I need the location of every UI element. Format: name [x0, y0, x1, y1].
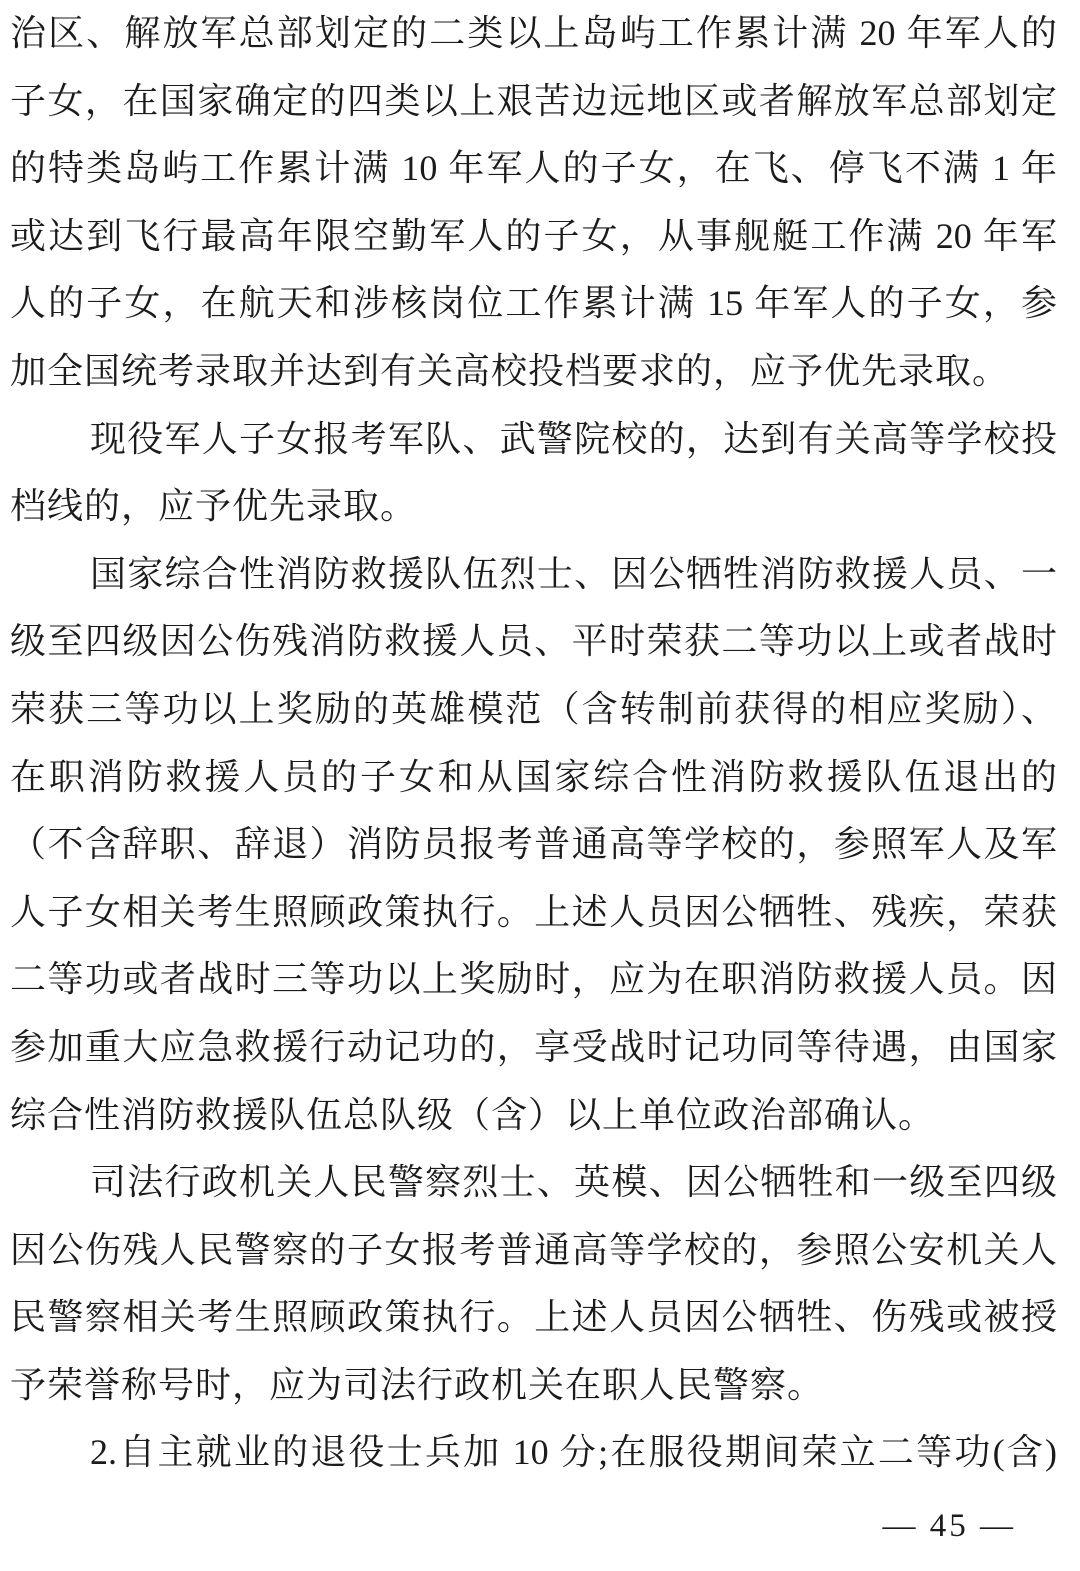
- text-line: 人子女相关考生照顾政策执行。上述人员因公牺牲、残疾，荣获: [10, 891, 1057, 932]
- text-line-paragraph-start: 2.自主就业的退役士兵加 10 分;在服役期间荣立二等功(含): [90, 1432, 1057, 1473]
- text-line-paragraph-end: 加全国统考录取并达到有关高校投档要求的，应予优先录取。: [10, 350, 1010, 391]
- text-line-paragraph-end: 综合性消防救援队伍总队级（含）以上单位政治部确认。: [10, 1094, 936, 1135]
- document-body: [10, 0, 1057, 1487]
- text-line: 或达到飞行最高年限空勤军人的子女，从事舰艇工作满 20 年军: [10, 215, 1057, 256]
- text-line: 在职消防救援人员的子女和从国家综合性消防救援队伍退出的: [10, 756, 1057, 797]
- text-line: （不含辞职、辞退）消防员报考普通高等学校的，参照军人及军: [10, 824, 1057, 865]
- text-line: 治区、解放军总部划定的二类以上岛屿工作累计满 20 年军人的: [10, 13, 1057, 53]
- text-line: 的特类岛屿工作累计满 10 年军人的子女，在飞、停飞不满 1 年: [10, 148, 1057, 189]
- text-line: 人的子女，在航天和涉核岗位工作累计满 15 年军人的子女，参: [10, 283, 1057, 324]
- text-line: 二等功或者战时三等功以上奖励时，应为在职消防救援人员。因: [10, 959, 1057, 1000]
- text-line: 荣获三等功以上奖励的英雄模范（含转制前获得的相应奖励）、: [10, 688, 1057, 729]
- text-line: 因公伤残人民警察的子女报考普通高等学校的，参照公安机关人: [10, 1229, 1057, 1270]
- text-line-paragraph-end: 档线的，应予优先录取。: [10, 486, 418, 527]
- text-line: 民警察相关考生照顾政策执行。上述人员因公牺牲、伤残或被授: [10, 1297, 1057, 1338]
- text-line: 参加重大应急救援行动记功的，享受战时记功同等待遇，由国家: [10, 1026, 1057, 1067]
- text-line-paragraph-start: 司法行政机关人民警察烈士、英模、因公牺牲和一级至四级: [90, 1162, 1057, 1203]
- text-line-paragraph-start: 现役军人子女报考军队、武警院校的，达到有关高等学校投: [90, 418, 1057, 459]
- text-line: 级至四级因公伤残消防救援人员、平时荣获二等功以上或者战时: [10, 621, 1057, 662]
- text-line-paragraph-end: 予荣誉称号时，应为司法行政机关在职人民警察。: [10, 1364, 825, 1405]
- page-number: — 45 —: [882, 1508, 1016, 1544]
- text-line: 子女，在国家确定的四类以上艰苦边远地区或者解放军总部划定: [10, 80, 1057, 121]
- text-line-paragraph-start: 国家综合性消防救援队伍烈士、因公牺牲消防救援人员、一: [90, 553, 1057, 594]
